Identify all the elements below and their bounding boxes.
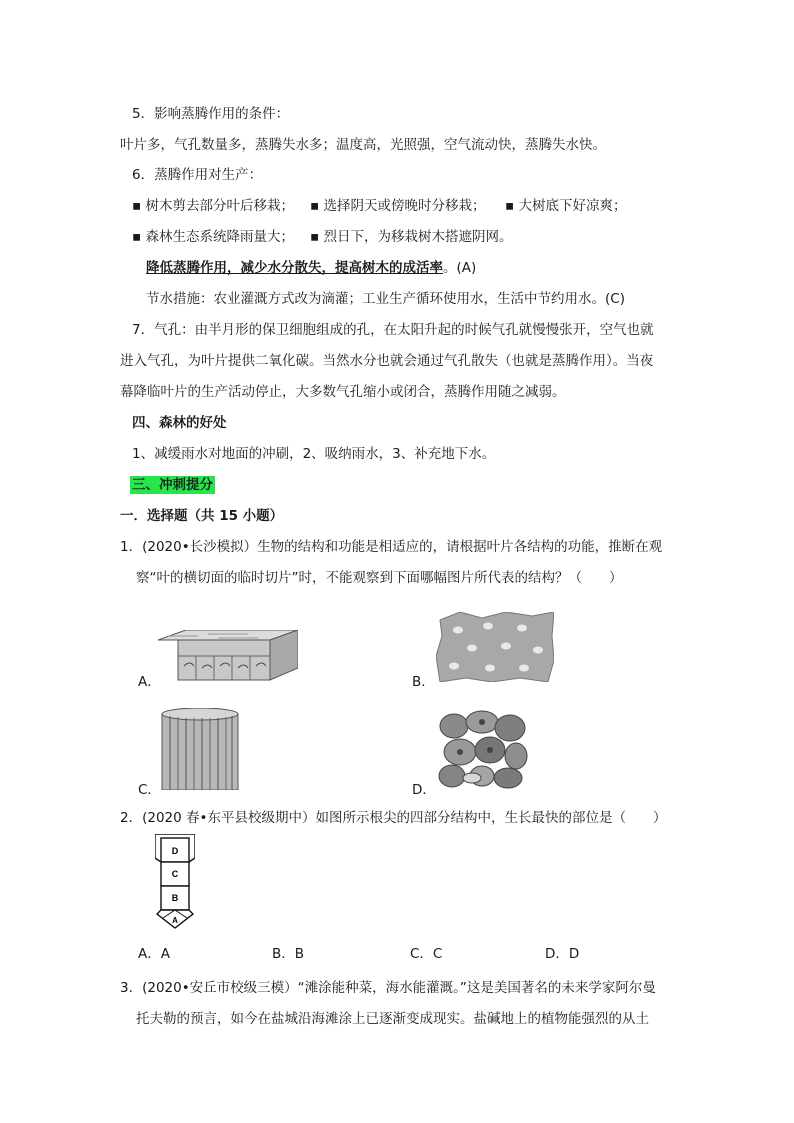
option-a-label: A． xyxy=(138,674,161,690)
section-7-line-2: 进入气孔，为叶片提供二氧化碳。当然水分也就会通过气孔散失（也就是蒸腾作用）。当夜 xyxy=(120,353,654,369)
figure-mesophyll-cells xyxy=(436,710,528,790)
question-1-line-2: 察“叶的横切面的临时切片”时，不能观察到下面哪幅图片所代表的结构？（ ） xyxy=(136,570,623,586)
question-3-line-2: 托夫勒的预言，如今在盐城沿海滩涂上已逐渐变成现实。盐碱地上的植物能强烈的从土 xyxy=(136,1011,649,1027)
forest-heading: 四、森林的好处 xyxy=(132,415,227,431)
question-3-line-1: 3．(2020•安丘市校级三模）“滩涂能种菜，海水能灌溉。”这是美国著名的未来学家阿尔曼 xyxy=(120,980,656,996)
figure-root-tip xyxy=(155,834,195,930)
figure-epidermis xyxy=(158,630,298,682)
q2-option-b: B．B xyxy=(272,946,305,962)
root-label-a: A xyxy=(172,916,178,925)
forest-body: 1、减缓雨水对地面的冲刷，2、吸纳雨水，3、补充地下水。 xyxy=(132,446,496,462)
option-d-label: D． xyxy=(412,782,436,798)
section-7-line-1: 7．气孔：由半月形的保卫细胞组成的孔，在太阳升起的时候气孔就慢慢张开，空气也就 xyxy=(132,322,654,338)
bullet-item: ▪ 大树底下好凉爽； xyxy=(505,198,627,214)
question-1-line-1: 1．(2020•长沙模拟）生物的结构和功能是相适应的，请根据叶片各结构的功能，推断在观 xyxy=(120,539,663,555)
question-2-line-1: 2．(2020 春•东平县校级期中）如图所示根尖的四部分结构中，生长最快的部位是（ ） xyxy=(120,810,667,826)
emphasis-text: 降低蒸腾作用，减少水分散失，提高树木的成活率 xyxy=(146,260,443,276)
section-5-heading: 5．影响蒸腾作用的条件： xyxy=(132,106,290,122)
figure-stomata-surface xyxy=(436,612,554,682)
section-5-body: 叶片多，气孔数量多，蒸腾失水多；温度高，光照强，空气流动快，蒸腾失水快。 xyxy=(120,137,606,153)
bullet-item: ▪ 森林生态系统降雨量大； xyxy=(132,229,294,245)
figure-vascular-bundle xyxy=(160,708,240,790)
sprint-heading xyxy=(130,475,215,495)
option-b-label: B． xyxy=(412,674,435,690)
root-label-c: C xyxy=(171,869,179,879)
option-c-label: C． xyxy=(138,782,161,798)
question-section-heading: 一．选择题（共 15 小题） xyxy=(120,508,284,524)
q2-option-d: D．D xyxy=(545,946,580,962)
water-saving-line: 节水措施：农业灌溉方式改为滴灌；工业生产循环使用水，生活中节约用水。(C) xyxy=(146,291,625,307)
bullet-item: ▪ 树木剪去部分叶后移栽； xyxy=(132,198,294,214)
highlight: 三、冲刺提分 xyxy=(132,477,213,493)
section-7-line-3: 幕降临叶片的生产活动停止，大多数气孔缩小或闭合，蒸腾作用随之减弱。 xyxy=(120,384,566,400)
emphasis-tag: 。(A) xyxy=(443,260,477,276)
bullet-item: ▪ 选择阴天或傍晚时分移栽； xyxy=(310,198,486,214)
q2-option-a: A．A xyxy=(138,946,170,962)
bullet-item: ▪ 烈日下，为移栽树木搭遮阴网。 xyxy=(310,229,513,245)
root-label-b: B xyxy=(171,893,179,903)
root-label-d: D xyxy=(171,846,179,856)
section-6-heading: 6．蒸腾作用对生产： xyxy=(132,167,263,183)
emphasis-line xyxy=(146,258,476,278)
q2-option-c: C．C xyxy=(410,946,443,962)
